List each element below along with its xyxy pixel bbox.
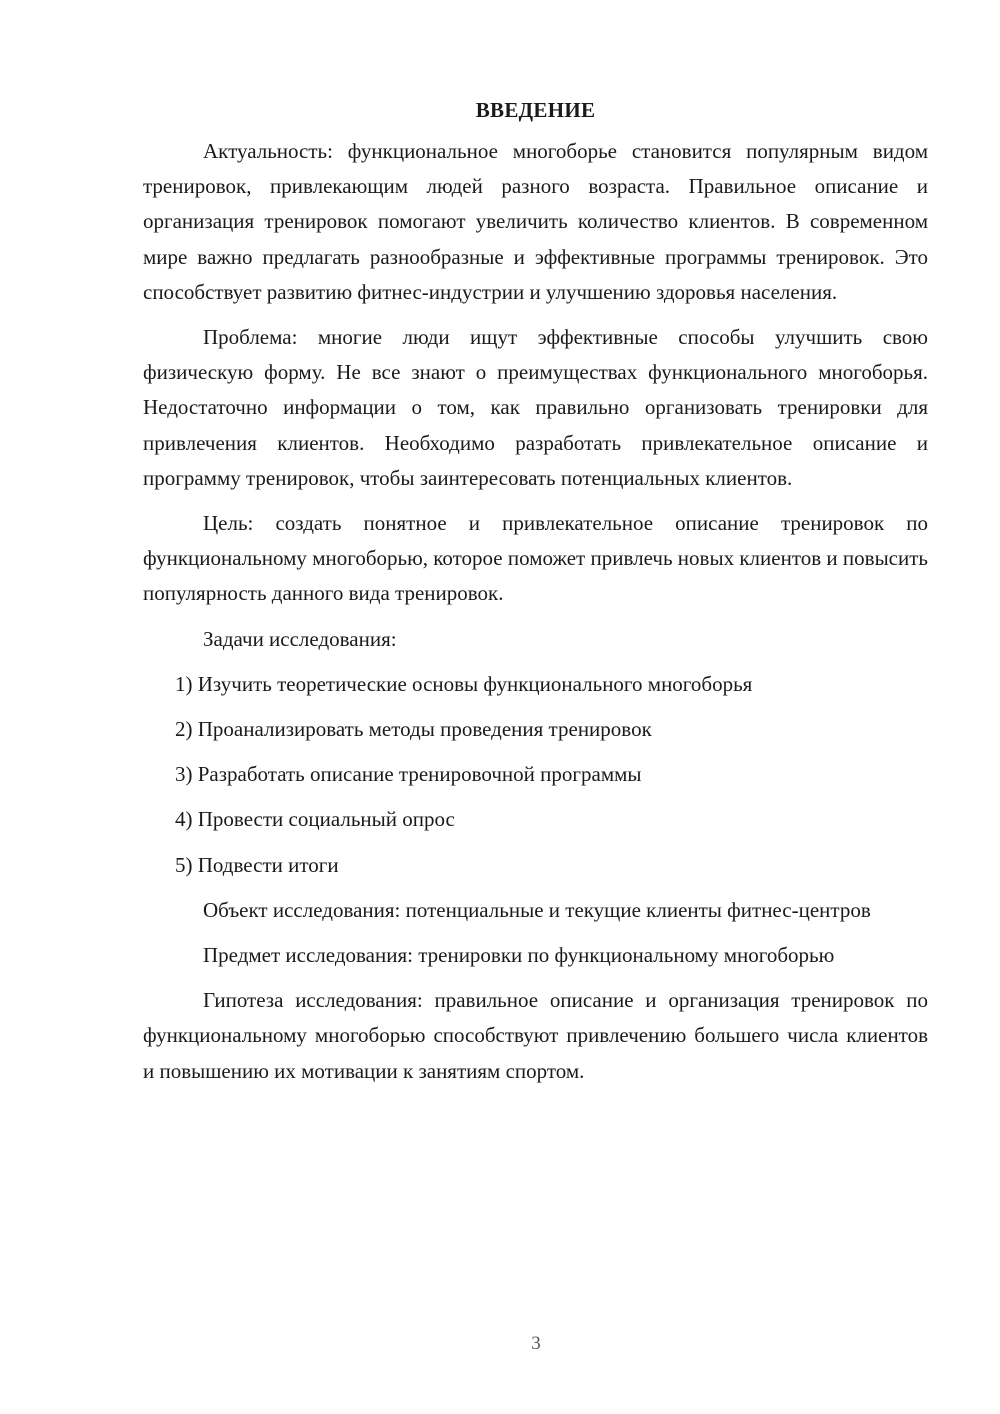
page-title: ВВЕДЕНИЕ [475,98,596,122]
subject-paragraph: Предмет исследования: тренировки по функциональному многоборью [203,943,835,968]
relevance-paragraph: Актуальность: функциональное многоборье становится популярным видом тренировок, привлекающим людей разного возраста. Правильное описание и организация тренировок помогают увеличить количество клиентов. В современном мире важно предлагать разнообразные и эффективные программы тренировок. Это способствует развитию фитнес-индустрии и улучшению здоровья населения. [143,139,928,304]
goal-paragraph: Цель: создать понятное и привлекательное описание тренировок по функциональному многоборью, которое поможет привлечь новых клиентов и повысить популярность данного вида тренировок. [143,511,928,606]
list-item: 5) Подвести итоги [175,852,339,877]
list-item: 3) Разработать описание тренировочной программы [175,762,642,787]
page-number: 3 [531,1333,541,1354]
hypothesis-paragraph: Гипотеза исследования: правильное описание и организация тренировок по функциональному многоборью способствуют привлечению большего числа клиентов и повышению их мотивации к занятиям спортом. [143,988,928,1083]
problem-paragraph: Проблема: многие люди ищут эффективные способы улучшить свою физическую форму. Не все знают о преимуществах функционального многоборья. Недостаточно информации о том, как правильно организовать тренировки для привлечения клиентов. Необходимо разработать привлекательное описание и программу тренировок, чтобы заинтересовать потенциальных клиентов. [143,325,928,490]
list-item: 1) Изучить теоретические основы функционального многоборья [175,671,753,696]
tasks-heading: Задачи исследования: [203,626,397,651]
task-list [143,667,928,883]
list-item: 4) Провести социальный опрос [175,807,455,832]
object-paragraph: Объект исследования: потенциальные и текущие клиенты фитнес-центров [203,897,871,922]
page-content [143,93,928,1099]
list-item: 2) Проанализировать методы проведения тренировок [175,717,652,742]
